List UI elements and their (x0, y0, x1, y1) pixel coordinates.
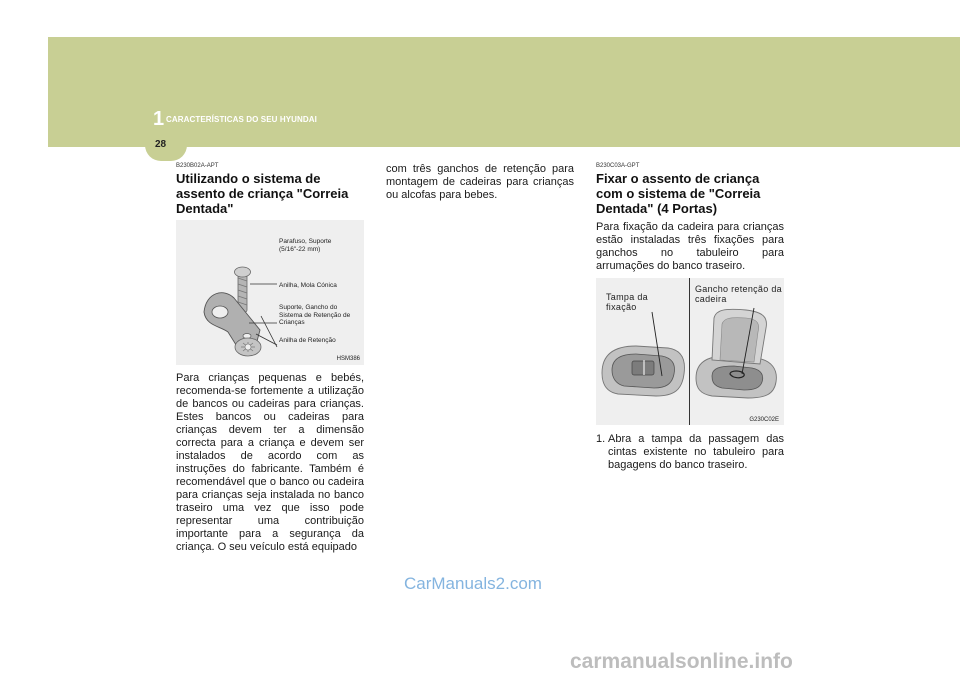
watermark-carmanuals2[interactable]: CarManuals2.com (404, 574, 542, 593)
chapter-number: 1 (153, 108, 165, 130)
section-code: B230C03A-GPT (596, 163, 640, 169)
column-1 (176, 163, 364, 554)
watermark-carmanualsonline[interactable]: carmanualsonline.info (570, 650, 793, 673)
figure-code: G230C02E (749, 417, 779, 423)
section-heading: Utilizando o sistema de assento de criança "Correia Dentada" (176, 171, 349, 216)
open-cover-drawing (696, 309, 776, 398)
body-text: Para fixação da cadeira para crianças estão instaladas três fixações para ganchos no tabuleiro para arrumações do banco traseiro. (596, 221, 784, 272)
anchor-cover-figure (596, 278, 784, 425)
step-number: 1. (596, 433, 606, 445)
figure-divider (689, 278, 690, 425)
chapter-title: CARACTERÍSTICAS DO SEU HYUNDAI (166, 115, 318, 124)
tether-hardware-figure (176, 220, 364, 365)
figure-code: HSM386 (336, 356, 360, 362)
body-text: Para crianças pequenas e bebés, recomenda-se fortemente a utilização de bancos ou cadeiras para crianças. Estes bancos ou cadeiras para crianças devem ter a dimensão correcta para a criança e devem ser instalados de acordo com as instruções do fabricante. Também é recomendável que o banco ou cadeira para crianças seja instalada no banco traseiro uma vez que isso pode representar uma contribuição importante para a segurança da criança. O seu veículo está equipado (176, 372, 364, 553)
label-bracket: Suporte, Gancho do Sistema de Retenção de Crianças (279, 304, 351, 326)
step-text: Abra a tampa da passagem das cintas existente no tabuleiro para bagagens do banco traseiro. (608, 433, 784, 471)
step-1 (596, 433, 784, 472)
section-code: B230B02A-APT (176, 163, 219, 169)
label-cover: Tampa da fixação (606, 292, 648, 312)
label-washer: Anilha, Mola Cónica (279, 282, 337, 289)
label-bolt: Parafuso, Suporte (5/16"-22 mm) (279, 238, 332, 253)
label-retainer: Anilha de Retenção (279, 337, 336, 344)
closed-cover-drawing (602, 346, 684, 396)
column-2 (386, 163, 574, 202)
column-3 (596, 163, 784, 472)
retainer-drawing (235, 338, 261, 356)
page-number: 28 (155, 139, 167, 150)
body-text: com três ganchos de retenção para montagem de cadeiras para crianças ou alcofas para bebes. (386, 163, 574, 201)
label-hook: Gancho retenção da cadeira (695, 284, 782, 304)
section-heading: Fixar o assento de criança com o sistema de "Correia Dentada" (4 Portas) (596, 171, 761, 216)
